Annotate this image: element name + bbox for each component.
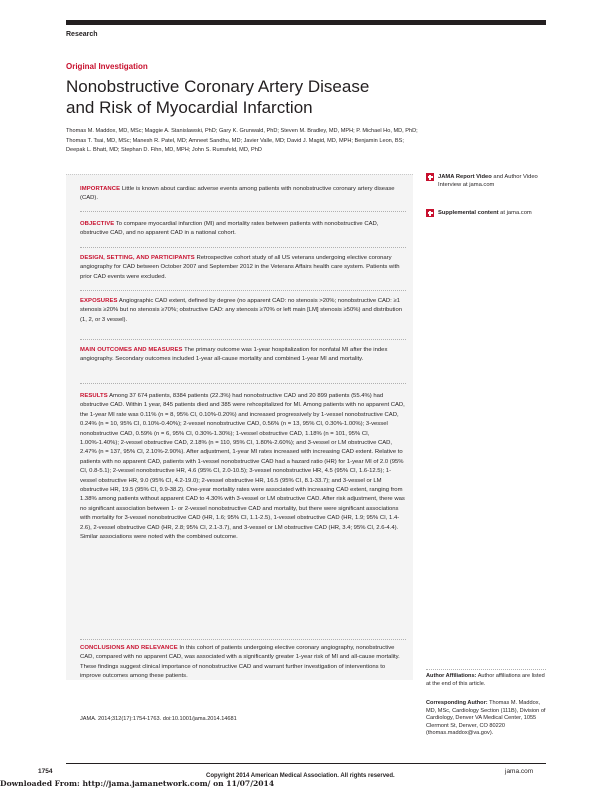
- section-label: Research: [66, 31, 98, 38]
- conclusions-text: In this cohort of patients undergoing elective coronary angiography, nonobstructive CAD, compared with no apparent CAD, was associated with a significantly greater 1-year risk of MI and all-cause mortality. These findings suggest clinical importance of nonobstructive CAD and warrant further investigation of interventions to improve outcomes among these patients.: [80, 645, 400, 680]
- design-text: Retrospective cohort study of all US veterans undergoing elective coronary angiography for CAD between October 2007 and September 2012 in the Veterans Affairs health care system. Patients with prior CAD events were excluded.: [80, 255, 400, 280]
- abstract-outcomes: [80, 346, 406, 365]
- corresponding-text: Thomas M. Maddox, MD, MSc, Cardiology Section (111B), Division of Cardiology, Denver VA Medical Center, 1055 Clermont St, Denver, CO 80220 (thomas.maddox@va.gov).: [426, 700, 546, 737]
- importance-heading: IMPORTANCE: [80, 186, 121, 192]
- abstract-exposures: [80, 297, 406, 325]
- page-number: 1754: [38, 768, 53, 775]
- abstract-importance: [80, 185, 406, 204]
- supplement-link[interactable]: Supplemental content: [438, 210, 499, 216]
- article-kicker: Original Investigation: [66, 62, 148, 71]
- plus-icon: [426, 173, 434, 181]
- corresponding-label: Corresponding Author:: [426, 700, 488, 706]
- divider: [80, 211, 406, 212]
- conclusions-heading: CONCLUSIONS AND RELEVANCE: [80, 645, 178, 651]
- affiliations-text: Author affiliations are listed at the end of this article.: [426, 673, 545, 687]
- exposures-text: Angiographic CAD extent, defined by degree (no apparent CAD: no stenosis >20%; nonobstructive CAD: ≥1 stenosis ≥20% but no stenosis ≥70%; obstructive CAD: any stenosis ≥70% or left main [LM] stenosis ≥50%) and distribution (1, 2, or 3 vessel).: [80, 298, 403, 323]
- supplement-link-block[interactable]: [426, 209, 546, 217]
- title-line-1: Nonobstructive Coronary Artery Disease: [66, 77, 370, 96]
- abstract-conclusions: [80, 644, 406, 682]
- author-list: [66, 127, 506, 156]
- abstract-design: [80, 254, 406, 282]
- author-affiliations: [426, 673, 546, 688]
- title-line-2: and Risk of Myocardial Infarction: [66, 98, 313, 117]
- plus-icon: [426, 209, 434, 217]
- importance-text: Little is known about cardiac adverse events among patients with nonobstructive coronary artery disease (CAD).: [80, 186, 395, 202]
- results-text: Among 37 674 patients, 8384 patients (22.3%) had nonobstructive CAD and 20 899 patients (55.4%) had obstructive CAD. Within 1 year, 845 patients died and 385 were rehospitalized for MI. Among patients with no apparent CAD, the 1-year MI rate was 0.11% (n = 8, 95% CI, 0.10%-0.20%) and increased progressively by 1-vessel nonobstructive CAD, 0.24% (n = 10, 95% CI, 0.10%-0.40%); 2-vessel nonobstructive CAD, 0.56% (n = 13, 95% CI, 0.30%-1.00%); 3-vessel nonobstructive CAD, 0.59% (n = 6, 95% CI, 0.30%-1.30%); 1-vessel obstructive CAD, 1.18% (n = 101, 95% CI, 1.00%-1.40%); 2-vessel obstructive CAD, 2.18% (n = 110, 95% CI, 1.80%-2.60%); and 3-vessel or LM obstructive CAD, 2.47% (n = 137, 95% CI, 2.10%-2.90%). After adjustment, 1-year MI rates increased with increasing CAD extent. Relative to patients with no apparent CAD, patients with 1-vessel nonobstructive CAD had a hazard ratio (HR) for 1-year MI of 2.0 (95% CI, 0.8-5.1); 2-vessel nonobstructive HR, 4.6 (95% CI, 2.0-10.5); 3-vessel nonobstructive HR, 4.5 (95% CI, 1.6-12.5); 1-vessel obstructive HR, 9.0 (95% CI, 4.2-19.0); 2-vessel obstructive HR, 16.5 (95% CI, 8.1-33.7); and 3-vessel or LM obstructive HR, 19.5 (95% CI, 9.9-38.2). One-year mortality rates were associated with increasing CAD extent, ranging from 1.38% among patients without apparent CAD to 4.30% with 3-vessel or LM obstructive CAD. After risk adjustment, there was no significant association between 1- or 2-vessel nonobstructive CAD and mortality, but there were significant associations with mortality for 3-vessel nonobstructive CAD (HR, 1.6; 95% CI, 1.1-2.5), 1-vessel obstructive CAD (HR, 1.9; 95% CI, 1.4-2.6), 2-vessel obstructive CAD (HR, 2.8; 95% CI, 2.1-3.7), and 3-vessel or LM obstructive CAD (HR, 3.4; 95% CI, 2.6-4.4). Similar associations were noted with the combined outcome.: [80, 393, 405, 541]
- video-link[interactable]: JAMA Report Video: [438, 174, 492, 180]
- objective-text: To compare myocardial infarction (MI) and mortality rates between patients with nonobstructive CAD, obstructive CAD, and no apparent CAD in a national cohort.: [80, 221, 379, 237]
- outcomes-heading: MAIN OUTCOMES AND MEASURES: [80, 347, 183, 353]
- download-stamp: Downloaded From: http://jama.jamanetwork.com/ on 11/07/2014: [0, 779, 275, 788]
- citation: JAMA. 2014;312(17):1754-1763. doi:10.1001/jama.2014.14681: [80, 716, 237, 722]
- divider: [80, 383, 406, 384]
- abstract-objective: [80, 220, 406, 239]
- exposures-heading: EXPOSURES: [80, 298, 118, 304]
- affiliations-rule: [426, 669, 546, 670]
- objective-heading: OBJECTIVE: [80, 221, 115, 227]
- site-link[interactable]: jama.com: [505, 768, 534, 775]
- video-link-rest: and Author Video Interview at jama.com: [438, 174, 538, 189]
- supplement-link-rest: at jama.com: [498, 210, 532, 216]
- author-line: Thomas T. Tsai, MD, MSc; Manesh R. Patel, MD; Amneet Sandhu, MD; Javier Valle, MD; David J. Magid, MD, MPH; Benjamin Leon, BS;: [66, 137, 404, 144]
- video-link-block[interactable]: [426, 173, 546, 189]
- divider: [80, 639, 406, 640]
- header-rule: [66, 20, 546, 25]
- author-line: Thomas M. Maddox, MD, MSc; Maggie A. Stanislawski, PhD; Gary K. Grunwald, PhD; Steven M. Bradley, MD, MPH; P. Michael Ho, MD, PhD;: [66, 128, 418, 134]
- divider: [80, 290, 406, 291]
- footer-rule: [66, 763, 546, 764]
- author-line: Deepak L. Bhatt, MD; Stephan D. Fihn, MD, MPH; John S. Rumsfeld, MD, PhD: [66, 147, 262, 154]
- corresponding-author: [426, 700, 546, 738]
- article-title: [66, 76, 486, 118]
- affiliations-label: Author Affiliations:: [426, 673, 477, 679]
- design-heading: DESIGN, SETTING, AND PARTICIPANTS: [80, 255, 195, 261]
- results-heading: RESULTS: [80, 393, 108, 399]
- outcomes-text: The primary outcome was 1-year hospitalization for nonfatal MI after the index angiography. Secondary outcomes included 1-year all-cause mortality and combined 1-year MI and mortality.: [80, 347, 388, 363]
- divider: [80, 339, 406, 340]
- divider: [80, 247, 406, 248]
- abstract-results: [80, 392, 406, 543]
- copyright: Copyright 2014 American Medical Association. All rights reserved.: [206, 773, 395, 779]
